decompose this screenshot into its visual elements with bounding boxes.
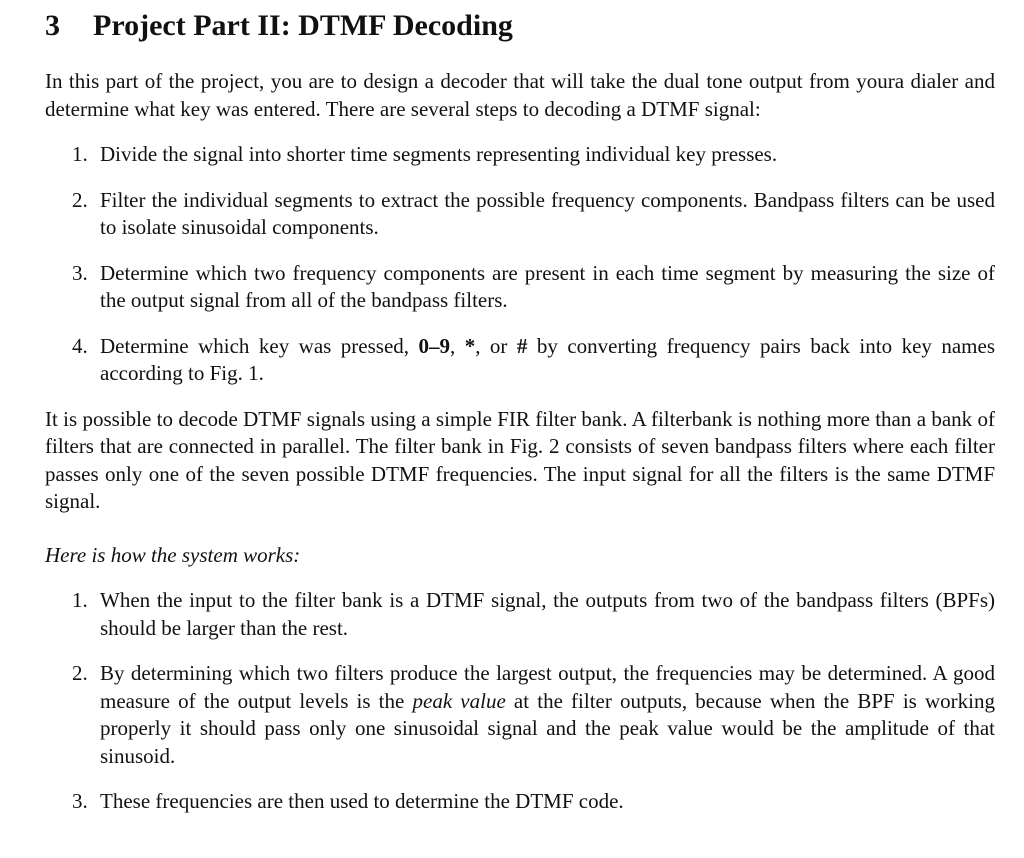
section-number: 3 [45, 9, 60, 42]
hash-key: # [516, 333, 528, 358]
how-heading: Here is how the system works: [45, 542, 301, 567]
list-item-text: Determine which key was pressed, [100, 333, 419, 358]
list-item-text: When the input to the filter bank is a DTMF signal, the outputs from two of the bandpass filters (BPFs) should be larger than the rest. [100, 588, 995, 640]
list-marker: 2. [72, 187, 88, 212]
list-item [45, 587, 995, 642]
list-item-text: Filter the individual segments to extract the possible frequency components. Bandpass filters can be used to isolate sinusoidal components. [100, 187, 995, 239]
list-item [45, 660, 995, 770]
section-title: Project Part II: DTMF Decoding [93, 9, 513, 42]
intro-paragraph: In this part of the project, you are to design a decoder that will take the dual tone output from youra dialer and determine what key was entered. There are several steps to decoding a DTMF signal: [45, 69, 995, 121]
list-item-text: By determining which two filters produce the largest output, the frequencies may be determined. A good measure of the output levels is the [100, 661, 995, 713]
list-marker: 1. [72, 142, 88, 166]
list-item-text: by converting frequency pairs back into key names according to Fig. 1. [100, 333, 996, 385]
list-marker: 3. [72, 260, 88, 285]
list-marker: 4. [72, 333, 88, 358]
list-marker: 2. [72, 661, 88, 685]
list-item [45, 260, 995, 315]
decoding-steps-list [45, 141, 995, 388]
key-range-bold: 0–9 [418, 333, 450, 358]
list-item-text: Determine which two frequency components are present in each time segment by measuring the size of the output signal from all of the bandpass filters. [100, 260, 995, 312]
list-item [45, 141, 995, 169]
list-item-text: These frequencies are then used to determine the DTMF code. [100, 789, 624, 813]
list-item [45, 187, 995, 242]
list-item [45, 788, 995, 816]
filterbank-paragraph: It is possible to decode DTMF signals using a simple FIR filter bank. A filterbank is nothing more than a bank of filters that are connected in parallel. The filter bank in Fig. 2 consists of seven bandpass filters where each filter passes only one of the seven possible DTMF frequencies. The input signal for all the filters is the same DTMF signal. [45, 406, 995, 513]
list-marker: 3. [72, 789, 88, 813]
list-item [45, 333, 995, 388]
list-marker: 1. [72, 588, 88, 612]
document-page [45, 6, 995, 816]
section-heading [45, 6, 995, 46]
list-item-text: , or [475, 333, 517, 358]
peak-value-emphasis: peak value [412, 688, 506, 713]
list-item-text: Divide the signal into shorter time segments representing individual key presses. [100, 142, 778, 166]
system-steps-list [45, 587, 995, 816]
list-item-text: , [450, 333, 465, 358]
star-key: * [464, 333, 476, 358]
list-item-text: at the filter outputs, because when the BPF is working properly it should pass only one sinusoidal signal and the peak value would be the amplitude of that sinusoid. [100, 688, 995, 768]
